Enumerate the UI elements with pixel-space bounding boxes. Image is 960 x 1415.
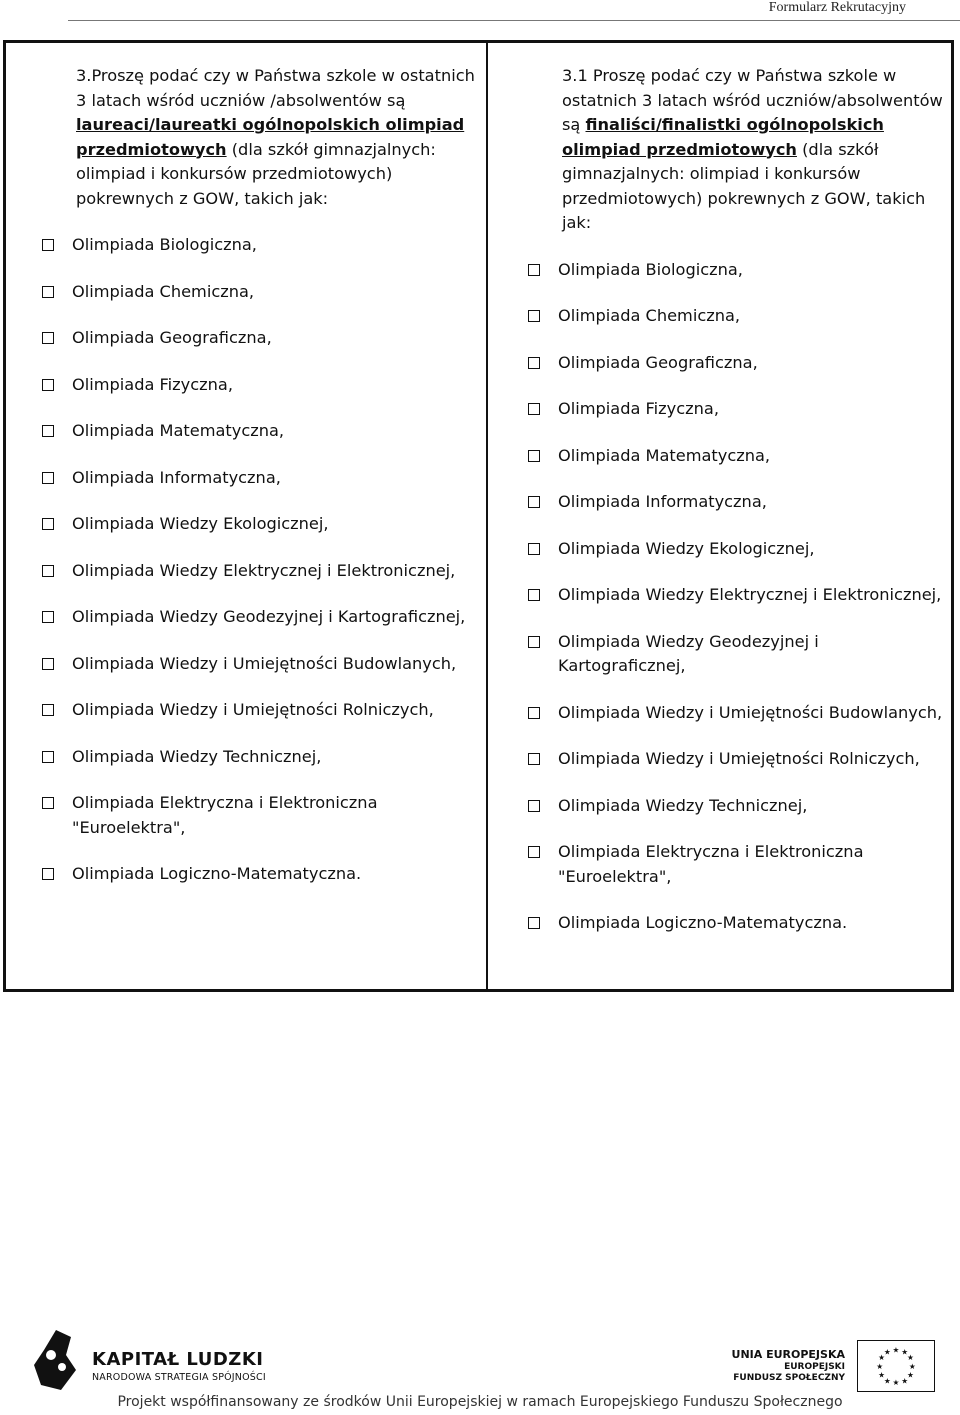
right-option-item bbox=[528, 583, 948, 608]
right-option-label: Olimpiada Geograficzna, bbox=[558, 352, 758, 372]
left-option-checkbox[interactable] bbox=[42, 751, 54, 763]
svg-text:★: ★ bbox=[906, 1370, 914, 1380]
right-option-label: Olimpiada Logiczno-Matematyczna. bbox=[558, 913, 848, 932]
left-option-item bbox=[42, 862, 482, 887]
right-options-list bbox=[528, 258, 948, 936]
right-option-label: Olimpiada Chemiczna, bbox=[558, 306, 741, 325]
eu-line3: FUNDUSZ SPOŁECZNY bbox=[733, 1373, 845, 1383]
right-option-item bbox=[528, 397, 948, 422]
kapital-ludzki-emblem-icon bbox=[26, 1325, 86, 1395]
right-option-label: Olimpiada Wiedzy Ekologicznej, bbox=[558, 538, 815, 558]
right-option-item bbox=[528, 444, 948, 469]
right-option-checkbox[interactable] bbox=[528, 846, 540, 858]
left-option-checkbox[interactable] bbox=[42, 611, 54, 623]
eu-title: UNIA EUROPEJSKA bbox=[731, 1348, 845, 1361]
right-option-checkbox[interactable] bbox=[528, 264, 540, 276]
right-option-label: Olimpiada Biologiczna, bbox=[558, 259, 743, 279]
right-option-item bbox=[528, 258, 948, 283]
page-header-title: Formularz Rekrutacyjny bbox=[768, 0, 906, 15]
right-option-label: Olimpiada Fizyczna, bbox=[558, 399, 719, 418]
left-option-checkbox[interactable] bbox=[42, 379, 54, 391]
right-option-checkbox[interactable] bbox=[528, 496, 540, 508]
left-option-item bbox=[42, 373, 482, 398]
left-option-label: Olimpiada Fizyczna, bbox=[72, 374, 233, 394]
left-option-item bbox=[42, 512, 482, 537]
left-option-label: Olimpiada Biologiczna, bbox=[72, 235, 257, 254]
svg-text:★: ★ bbox=[892, 1345, 900, 1355]
left-option-item bbox=[42, 466, 482, 491]
right-option-label: Olimpiada Matematyczna, bbox=[558, 445, 771, 465]
left-option-item bbox=[42, 652, 482, 677]
right-option-checkbox[interactable] bbox=[528, 917, 540, 929]
right-option-label: Olimpiada Wiedzy i Umiejętności Budowlanych, bbox=[558, 702, 943, 722]
right-option-checkbox[interactable] bbox=[528, 450, 540, 462]
svg-text:★: ★ bbox=[878, 1370, 886, 1380]
svg-text:★: ★ bbox=[883, 1376, 891, 1386]
right-option-label: Olimpiada Wiedzy i Umiejętności Rolniczych, bbox=[558, 749, 920, 768]
left-option-label: Olimpiada Chemiczna, bbox=[72, 281, 255, 301]
right-option-label: Olimpiada Wiedzy Geodezyjnej i Kartograficznej, bbox=[558, 631, 819, 675]
kapital-ludzki-title: KAPITAŁ LUDZKI bbox=[92, 1349, 264, 1370]
right-option-checkbox[interactable] bbox=[528, 753, 540, 765]
right-option-item bbox=[528, 490, 948, 515]
right-option-checkbox[interactable] bbox=[528, 636, 540, 648]
right-option-checkbox[interactable] bbox=[528, 800, 540, 812]
right-question-emphasis: finaliści/finalistki ogólnopolskich olimpiad przedmiotowych bbox=[562, 115, 884, 159]
svg-text:★: ★ bbox=[906, 1353, 914, 1363]
eu-line2: EUROPEJSKI bbox=[784, 1362, 845, 1372]
svg-text:★: ★ bbox=[883, 1347, 891, 1357]
right-option-checkbox[interactable] bbox=[528, 707, 540, 719]
cofinance-note: Projekt współfinansowany ze środków Unii Europejskiej w ramach Europejskiego Funduszu Społecznego bbox=[117, 1394, 843, 1410]
left-option-item bbox=[42, 419, 482, 444]
right-option-checkbox[interactable] bbox=[528, 543, 540, 555]
left-option-label: Olimpiada Elektryczna i Elektroniczna "Euroelektra", bbox=[72, 793, 378, 837]
right-option-item bbox=[528, 701, 948, 726]
eu-flag-icon bbox=[857, 1340, 935, 1392]
left-option-label: Olimpiada Wiedzy i Umiejętności Budowlanych, bbox=[72, 653, 457, 673]
left-option-checkbox[interactable] bbox=[42, 658, 54, 670]
kapital-ludzki-logo bbox=[26, 1325, 286, 1395]
kapital-ludzki-subtitle: NARODOWA STRATEGIA SPÓJNOŚCI bbox=[92, 1372, 266, 1383]
right-option-item bbox=[528, 911, 948, 936]
right-option-item bbox=[528, 747, 948, 772]
right-option-item bbox=[528, 840, 948, 889]
left-option-label: Olimpiada Logiczno-Matematyczna. bbox=[72, 864, 362, 883]
right-option-item bbox=[528, 537, 948, 562]
left-option-item bbox=[42, 745, 482, 770]
svg-text:★: ★ bbox=[876, 1361, 884, 1371]
right-option-item bbox=[528, 351, 948, 376]
right-option-item bbox=[528, 630, 948, 679]
left-option-checkbox[interactable] bbox=[42, 868, 54, 880]
left-option-checkbox[interactable] bbox=[42, 332, 54, 344]
left-option-item bbox=[42, 280, 482, 305]
left-option-item bbox=[42, 233, 482, 258]
right-option-label: Olimpiada Wiedzy Elektrycznej i Elektronicznej, bbox=[558, 585, 942, 604]
right-column bbox=[528, 64, 948, 958]
right-question: 3.1 Proszę podać czy w Państwa szkole w ostatnich 3 latach wśród uczniów/absolwentów są finaliści/finalistki ogólnopolskich olimpiad przedmiotowych (dla szkół gimnazjalnych: olimpiad i konkursów przedmiotowych) pokrewnych z GOW, takich jak: bbox=[562, 66, 943, 232]
right-option-checkbox[interactable] bbox=[528, 589, 540, 601]
right-option-item bbox=[528, 304, 948, 329]
left-option-label: Olimpiada Wiedzy Ekologicznej, bbox=[72, 514, 329, 533]
left-option-checkbox[interactable] bbox=[42, 239, 54, 251]
right-option-checkbox[interactable] bbox=[528, 310, 540, 322]
left-option-checkbox[interactable] bbox=[42, 425, 54, 437]
right-option-checkbox[interactable] bbox=[528, 403, 540, 415]
right-option-label: Olimpiada Informatyczna, bbox=[558, 492, 767, 511]
left-option-checkbox[interactable] bbox=[42, 797, 54, 809]
eu-logo bbox=[731, 1340, 935, 1400]
left-option-checkbox[interactable] bbox=[42, 704, 54, 716]
right-option-item bbox=[528, 794, 948, 819]
right-option-label: Olimpiada Elektryczna i Elektroniczna "Euroelektra", bbox=[558, 842, 864, 886]
left-question-emphasis: laureaci/laureatki ogólnopolskich olimpiad przedmiotowych bbox=[76, 115, 465, 159]
svg-text:★: ★ bbox=[878, 1353, 886, 1363]
left-option-item bbox=[42, 698, 482, 723]
left-options-list bbox=[42, 233, 482, 887]
left-option-item bbox=[42, 791, 482, 840]
svg-text:★: ★ bbox=[908, 1361, 916, 1371]
left-option-label: Olimpiada Wiedzy i Umiejętności Rolniczych, bbox=[72, 700, 434, 719]
left-option-label: Olimpiada Wiedzy Geodezyjnej i Kartograficznej, bbox=[72, 607, 466, 626]
left-option-item bbox=[42, 559, 482, 584]
left-option-label: Olimpiada Matematyczna, bbox=[72, 421, 285, 440]
svg-text:★: ★ bbox=[901, 1347, 909, 1357]
header-rule bbox=[68, 20, 960, 21]
left-option-checkbox[interactable] bbox=[42, 565, 54, 577]
right-option-checkbox[interactable] bbox=[528, 357, 540, 369]
left-option-checkbox[interactable] bbox=[42, 518, 54, 530]
left-option-label: Olimpiada Informatyczna, bbox=[72, 467, 281, 487]
left-option-item bbox=[42, 605, 482, 630]
left-option-label: Olimpiada Wiedzy Technicznej, bbox=[72, 746, 322, 766]
left-option-item bbox=[42, 326, 482, 351]
left-option-label: Olimpiada Geograficzna, bbox=[72, 328, 272, 347]
column-divider bbox=[486, 40, 488, 992]
left-option-checkbox[interactable] bbox=[42, 472, 54, 484]
left-option-checkbox[interactable] bbox=[42, 286, 54, 298]
left-question: 3.Proszę podać czy w Państwa szkole w ostatnich 3 latach wśród uczniów /absolwentów są laureaci/laureatki ogólnopolskich olimpiad przedmiotowych (dla szkół gimnazjalnych: olimpiad i konkursów przedmiotowych) pokrewnych z GOW, takich jak: bbox=[76, 66, 475, 208]
left-column bbox=[42, 64, 482, 909]
left-option-label: Olimpiada Wiedzy Elektrycznej i Elektronicznej, bbox=[72, 560, 456, 580]
right-option-label: Olimpiada Wiedzy Technicznej, bbox=[558, 795, 808, 815]
svg-text:★: ★ bbox=[892, 1378, 900, 1388]
svg-text:★: ★ bbox=[901, 1376, 909, 1386]
